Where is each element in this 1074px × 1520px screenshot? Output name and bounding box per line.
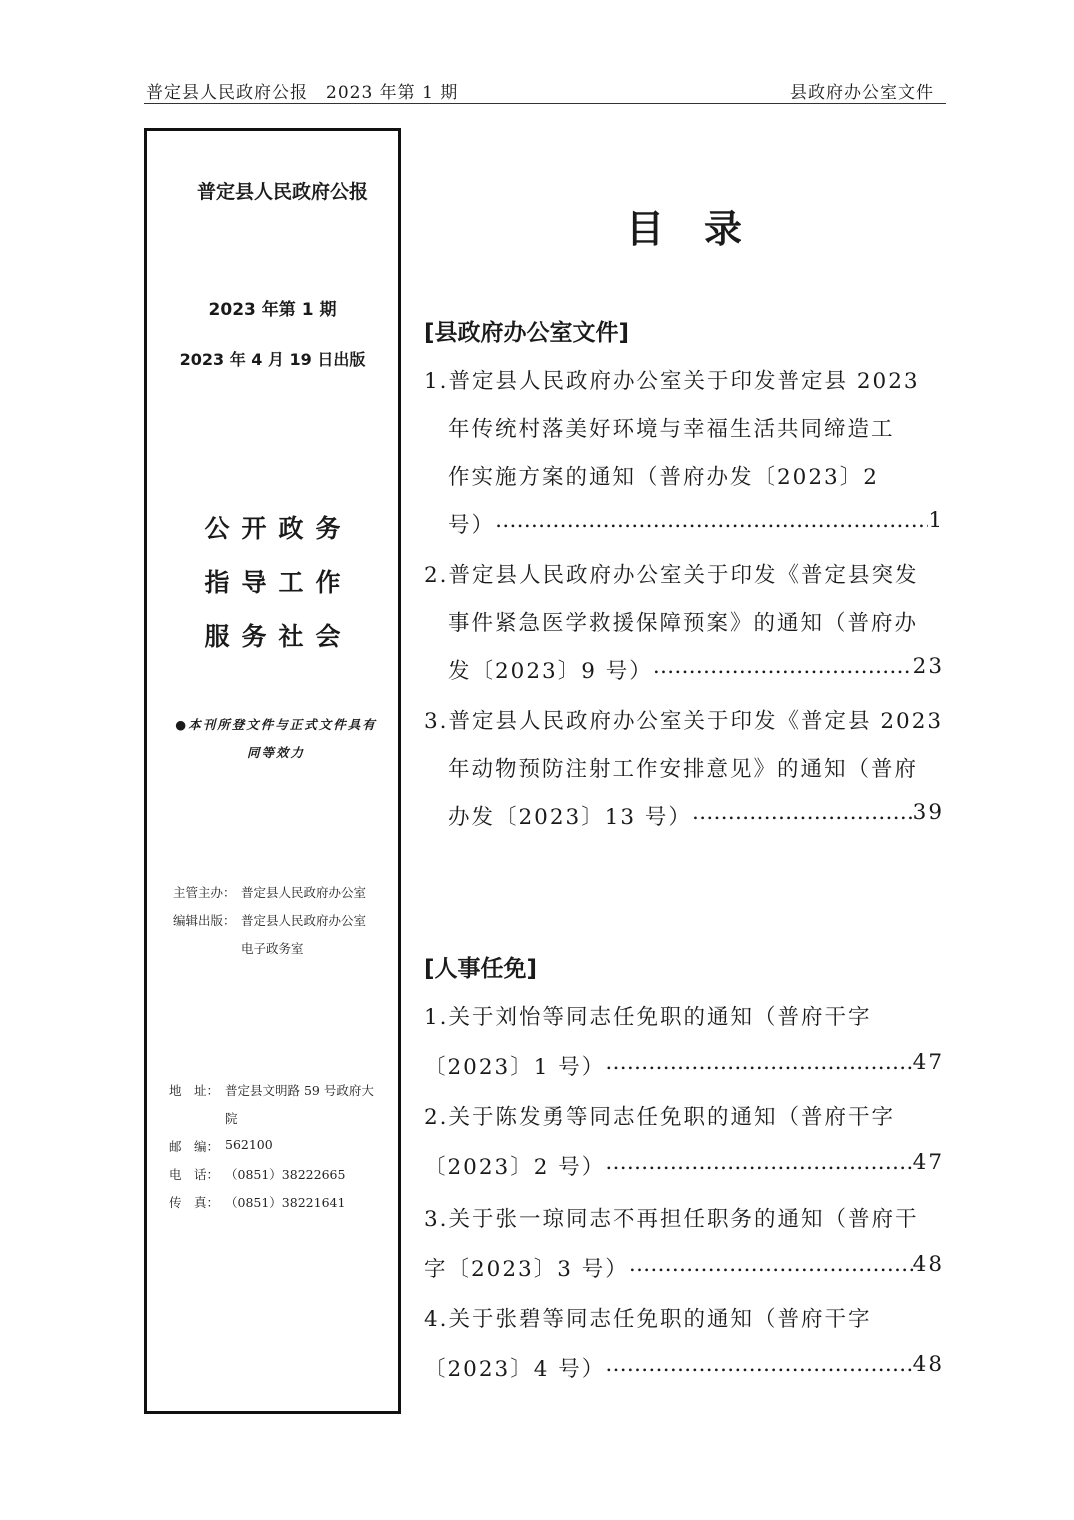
toc-item-text: 〔2023〕4 号） (424, 1357, 606, 1382)
fax-label: 传 真： (169, 1195, 220, 1210)
address-value-cont: 院 (225, 1111, 238, 1126)
phone-label: 电 话： (169, 1167, 220, 1182)
toc-page-number: 23 (912, 654, 944, 679)
editor-value: 普定县人民政府办公室 (241, 913, 367, 928)
toc-title: 目录 (626, 207, 783, 251)
toc-page-number: 39 (912, 800, 944, 825)
toc-item-line: 1.普定县人民政府办公室关于印发普定县 2023 (424, 369, 920, 394)
toc-item-leader[interactable] (448, 654, 944, 685)
toc-item-line: 2.普定县人民政府办公室关于印发《普定县突发 (424, 563, 919, 588)
publisher-value: 普定县人民政府办公室 (241, 885, 367, 900)
toc-item-leader[interactable] (424, 1050, 944, 1081)
section-heading: [县政府办公室文件] (424, 320, 630, 346)
slogan-line: 指导工作 (204, 568, 353, 597)
slogan-line: 公开政务 (204, 514, 353, 543)
toc-page-number: 47 (912, 1150, 944, 1175)
publish-date: 2023 年 4 月 19 日出版 (179, 350, 366, 369)
toc-item-text: 办发〔2023〕13 号） (448, 805, 692, 830)
issue-number: 2023 年第 1 期 (208, 300, 337, 320)
toc-item-leader[interactable] (448, 508, 944, 539)
address-value: 普定县文明路 59 号政府大 (225, 1083, 374, 1098)
toc-item-text: 〔2023〕2 号） (424, 1155, 606, 1180)
address-label: 地 址： (169, 1083, 220, 1098)
toc-page-number: 48 (912, 1352, 944, 1377)
sidebar-panel (144, 128, 401, 1414)
toc-item-text: 字〔2023〕3 号） (424, 1257, 629, 1282)
toc-item-line: 年动物预防注射工作安排意见》的通知（普府 (448, 757, 919, 782)
leader-dots (653, 654, 913, 685)
toc-item-line: 4.关于张碧等同志任免职的通知（普府干字 (424, 1307, 872, 1332)
toc-item-leader[interactable] (448, 800, 944, 831)
running-header-right: 县政府办公室文件 (790, 83, 934, 103)
publisher-label: 主管主办： (173, 885, 236, 900)
header-rule (144, 103, 946, 104)
toc-item-line: 2.关于陈发勇等同志任免职的通知（普府干字 (424, 1105, 896, 1130)
leader-dots (629, 1252, 913, 1283)
toc-page-number: 48 (912, 1252, 944, 1277)
leader-dots (605, 1352, 912, 1383)
leader-dots (605, 1050, 912, 1081)
toc-page-number: 1 (928, 508, 944, 533)
toc-item-text: 发〔2023〕9 号） (448, 659, 653, 684)
toc-item-line: 作实施方案的通知（普府办发〔2023〕2 (448, 465, 879, 490)
toc-item-line: 事件紧急医学救援保障预案》的通知（普府办 (448, 611, 919, 636)
fax-value: （0851）38221641 (225, 1195, 346, 1210)
toc-item-line: 3.普定县人民政府办公室关于印发《普定县 2023 (424, 709, 944, 734)
editor-label: 编辑出版： (173, 913, 236, 928)
section-heading: [人事任免] (424, 956, 538, 982)
toc-item-text: 〔2023〕1 号） (424, 1055, 606, 1080)
validity-notice: ●本刊所登文件与正式文件具有同等效力 (175, 717, 377, 760)
toc-item-leader[interactable] (424, 1150, 944, 1181)
slogan-line: 服务社会 (204, 622, 353, 651)
gazette-title: 普定县人民政府公报 (196, 181, 368, 203)
toc-item-text: 号） (448, 513, 496, 538)
running-header-left: 普定县人民政府公报 2023 年第 1 期 (146, 83, 459, 103)
toc-item-leader[interactable] (424, 1352, 944, 1383)
editor-value-cont: 电子政务室 (241, 941, 304, 956)
toc-item-line: 1.关于刘怡等同志任免职的通知（普府干字 (424, 1005, 872, 1030)
postcode-value: 562100 (225, 1137, 273, 1152)
toc-item-line: 3.关于张一琼同志不再担任职务的通知（普府干 (424, 1207, 919, 1232)
leader-dots (605, 1150, 912, 1181)
leader-dots (692, 800, 913, 831)
leader-dots (495, 508, 928, 539)
toc-page-number: 47 (912, 1050, 944, 1075)
phone-value: （0851）38222665 (225, 1167, 346, 1182)
toc-item-leader[interactable] (424, 1252, 944, 1283)
toc-item-line: 年传统村落美好环境与幸福生活共同缔造工 (448, 417, 895, 442)
postcode-label: 邮 编： (169, 1139, 220, 1154)
